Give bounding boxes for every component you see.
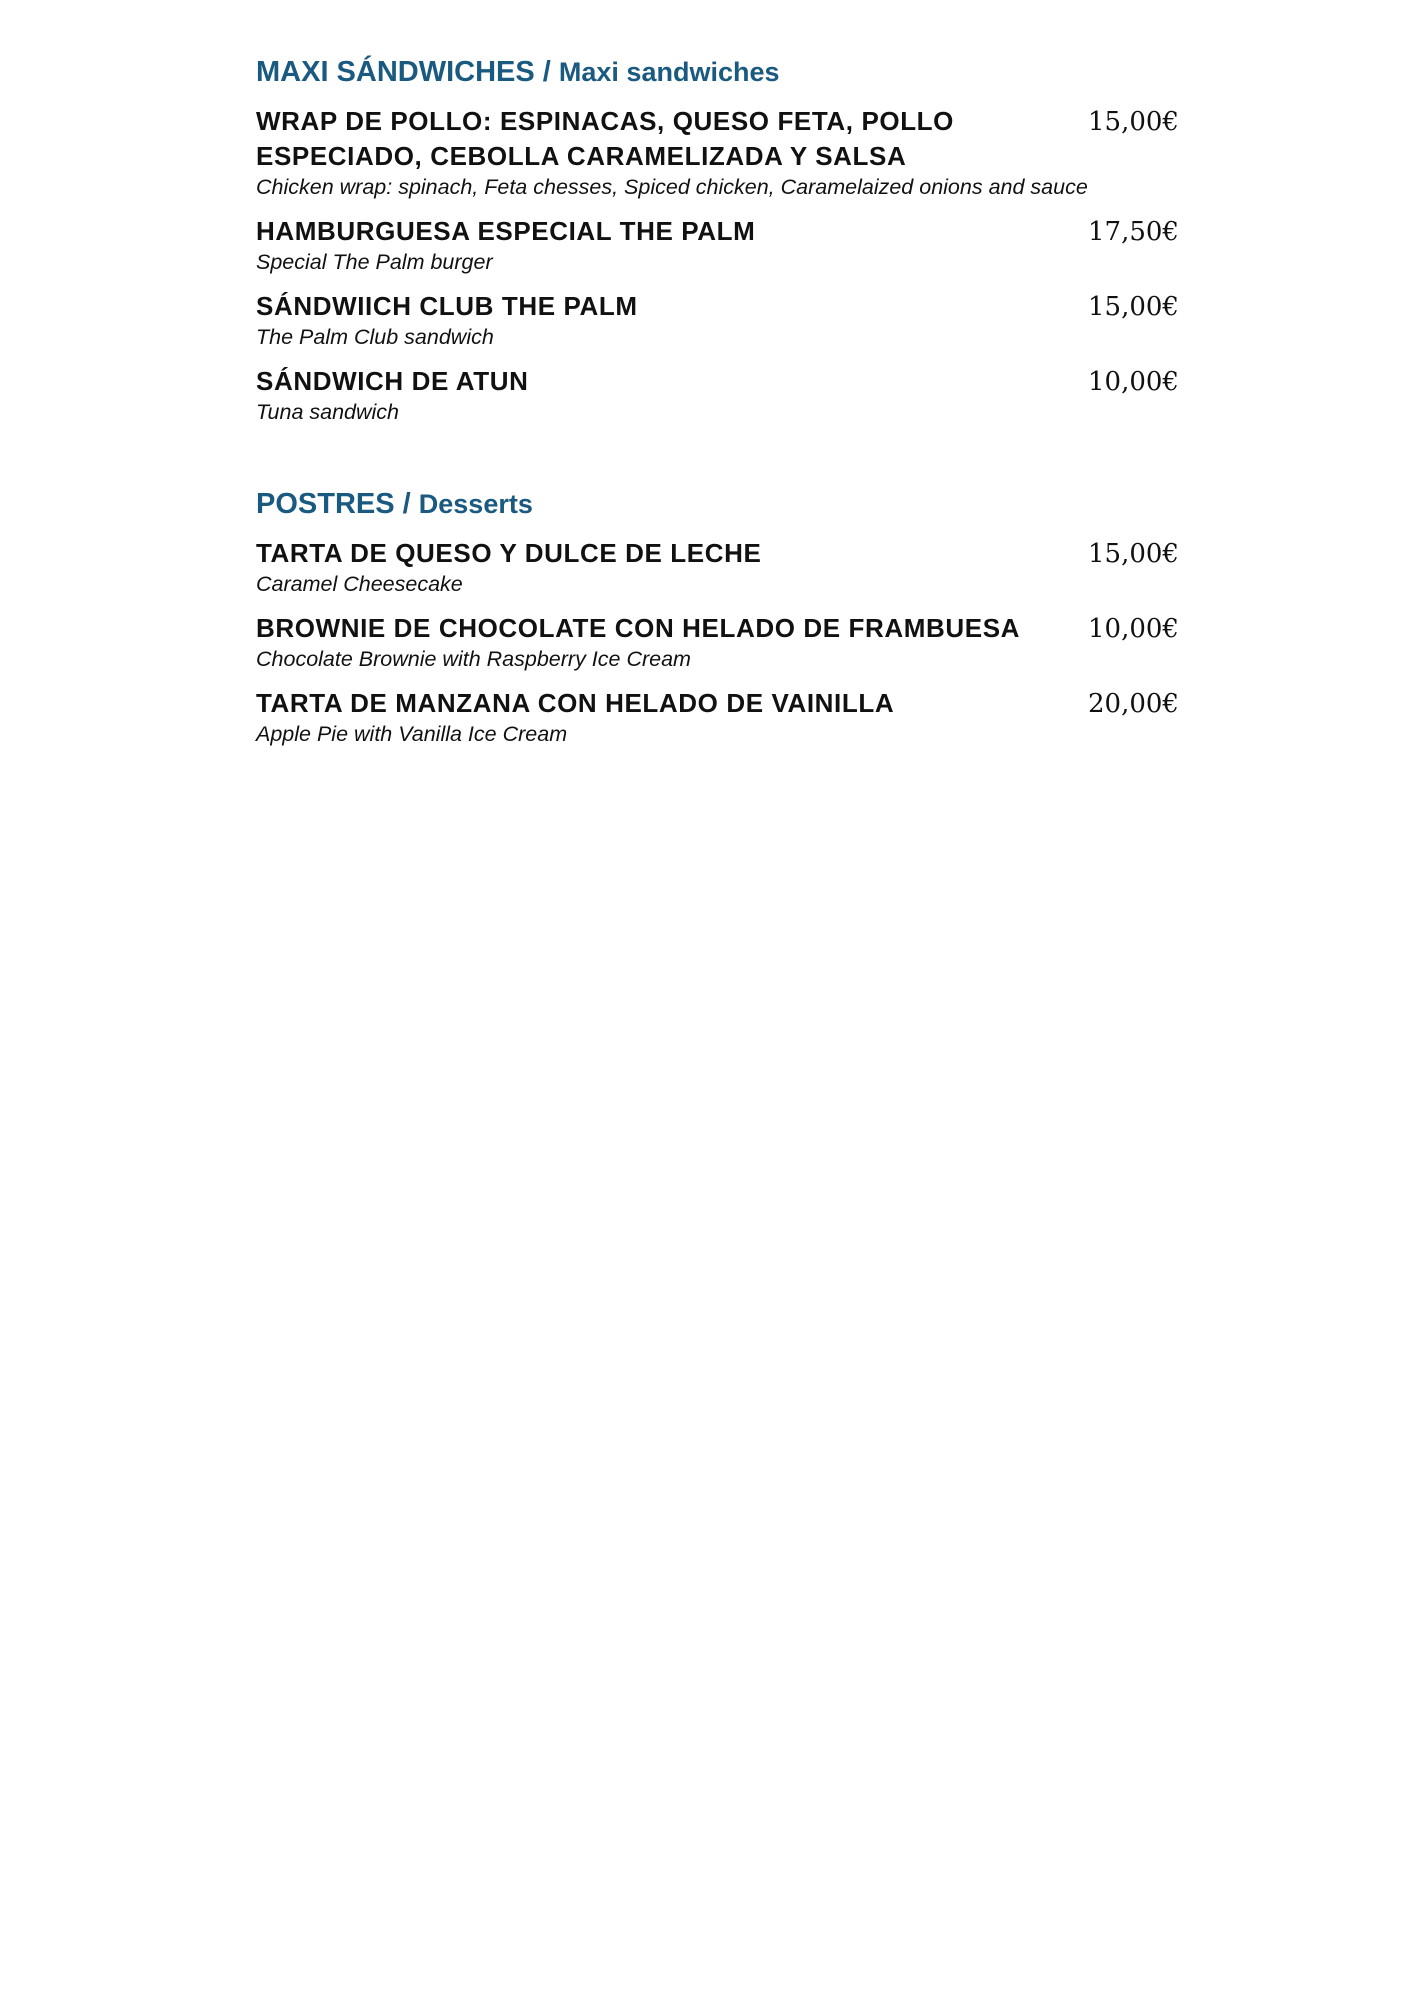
item-name: SÁNDWICH DE ATUN [256, 366, 529, 396]
item-description: Tuna sandwich [256, 400, 400, 424]
item-description: Caramel Cheesecake [256, 572, 463, 596]
item-name: TARTA DE QUESO Y DULCE DE LECHE [256, 538, 762, 568]
item-price: 15,00€ [1088, 539, 1179, 569]
menu-item-brownie [256, 611, 1256, 673]
item-price: 10,00€ [1088, 367, 1179, 397]
item-price: 17,50€ [1088, 217, 1179, 247]
item-description: Apple Pie with Vanilla Ice Cream [256, 722, 568, 746]
menu-item-chicken-wrap [256, 104, 1256, 201]
section-desserts [256, 484, 1256, 748]
item-name: TARTA DE MANZANA CON HELADO DE VAINILLA [256, 688, 895, 718]
item-description: Chocolate Brownie with Raspberry Ice Cream [256, 647, 691, 671]
item-name: SÁNDWIICH CLUB THE PALM [256, 291, 638, 321]
item-name: WRAP DE POLLO: ESPINACAS, QUESO FETA, POLLO ESPECIADO, CEBOLLA CARAMELIZADA Y SALSA [256, 106, 954, 171]
menu-page [256, 52, 1256, 761]
item-name: BROWNIE DE CHOCOLATE CON HELADO DE FRAMBUESA [256, 613, 1021, 643]
item-description: Special The Palm burger [256, 250, 493, 274]
section-title [256, 484, 1256, 524]
section-title-en: Maxi sandwiches [558, 57, 780, 87]
section-title [256, 52, 1256, 92]
menu-item-apple-pie [256, 686, 1256, 748]
menu-item-tuna-sandwich [256, 364, 1256, 426]
item-price: 20,00€ [1088, 689, 1179, 719]
menu-item-palm-burger [256, 214, 1256, 276]
item-price: 15,00€ [1088, 292, 1179, 322]
item-description: The Palm Club sandwich [256, 325, 494, 349]
item-price: 15,00€ [1088, 107, 1179, 137]
section-title-en: Desserts [418, 489, 533, 519]
item-price: 10,00€ [1088, 614, 1179, 644]
menu-item-club-sandwich [256, 289, 1256, 351]
menu-item-cheesecake [256, 536, 1256, 598]
item-name: HAMBURGUESA ESPECIAL THE PALM [256, 216, 756, 246]
section-title-es: POSTRES / [256, 488, 411, 520]
item-description: Chicken wrap: spinach, Feta chesses, Spiced chicken, Caramelaized onions and sauce [256, 175, 1088, 199]
section-title-es: MAXI SÁNDWICHES / [256, 56, 551, 88]
section-maxi-sandwiches [256, 52, 1256, 426]
